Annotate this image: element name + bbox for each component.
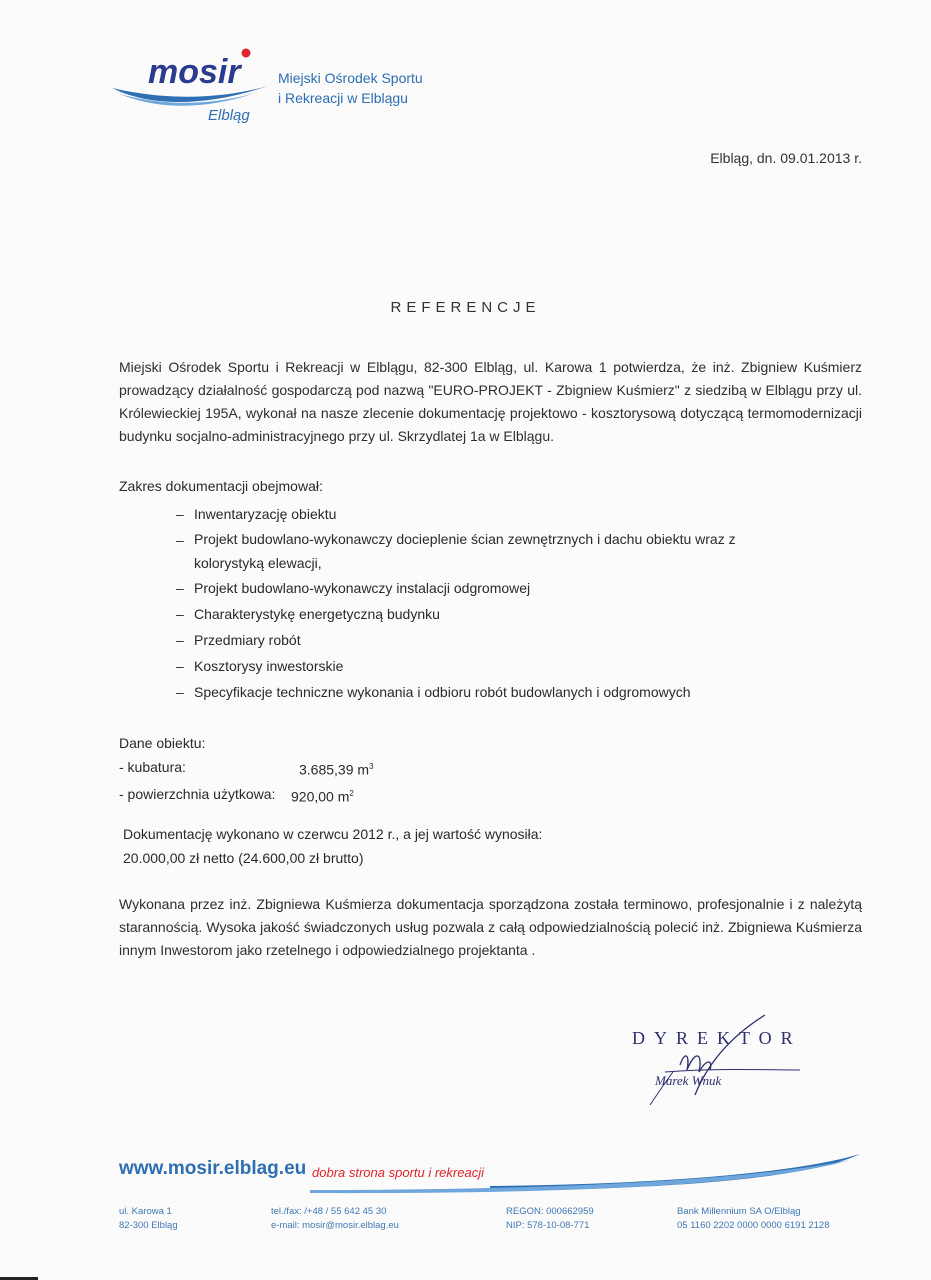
- scope-item: – Przedmiary robót: [176, 627, 796, 653]
- org-name-line1: Miejski Ośrodek Sportu: [278, 70, 423, 86]
- svg-text:mosir: mosir: [148, 53, 241, 91]
- scope-list: [176, 501, 796, 705]
- footer-company-ids: REGON: 000662959 NIP: 578-10-08-771: [506, 1206, 594, 1231]
- dash-glyph: –: [176, 532, 184, 548]
- completion-value: 20.000,00 zł netto (24.600,00 zł brutto): [123, 850, 364, 866]
- scope-heading: Zakres dokumentacji obejmował:: [119, 478, 323, 494]
- object-data: [119, 731, 374, 808]
- org-name-line2: i Rekreacji w Elblągu: [278, 90, 408, 106]
- volume-row: [119, 755, 374, 782]
- scope-item: – Kosztorysy inwestorskie: [176, 653, 796, 679]
- scope-item: – Specyfikacje techniczne wykonania i odbioru robót budowlanych i odgromowych: [176, 679, 796, 705]
- slogan: dobra strona sportu i rekreacji: [312, 1165, 484, 1180]
- organization-name: [278, 68, 423, 108]
- dash-glyph: –: [176, 606, 184, 622]
- area-row: [119, 782, 374, 809]
- paragraph-confirmation: Miejski Ośrodek Sportu i Rekreacji w Elblągu, 82-300 Elbląg, ul. Karowa 1 potwierdza, że inż. Zbigniew Kuśmierz prowadzący działalność gospodarczą pod nazwą "EURO-PROJEKT - Zbigniew Kuśmierz" z siedzibą w Elblągu przy ul. Królewieckiej 195A, wykonał na nasze zlecenie dokumentację projektowo - kosztorysową dotyczącą termomodernizacji budynku socjalno-administracyjnego przy ul. Skrzydlatej 1a w Elblągu.: [119, 359, 862, 444]
- dash-glyph: –: [176, 506, 184, 522]
- signature-title: DYREKTOR: [632, 1028, 802, 1048]
- completion-info: [123, 822, 542, 870]
- area-value: 920,00 $m^2$: [291, 788, 354, 805]
- dash-glyph: –: [176, 684, 184, 700]
- letter-date: Elbląg, dn. 09.01.2013 r.: [710, 150, 862, 166]
- scope-item: – Projekt budowlano-wykonawczy docieplenie ścian zewnętrznych i dachu obiektu wraz z kolorystyką elewacji,: [176, 527, 796, 575]
- document-title: REFERENCJE: [390, 299, 541, 316]
- scope-item: – Charakterystykę energetyczną budynku: [176, 601, 796, 627]
- scope-item: – Projekt budowlano-wykonawczy instalacji odgromowej: [176, 575, 796, 601]
- website-url: www.mosir.elblag.eu: [119, 1158, 307, 1179]
- handwritten-signature: [625, 1010, 805, 1105]
- object-data-heading: Dane obiektu:: [119, 735, 206, 751]
- dash-glyph: –: [176, 632, 184, 648]
- mosir-logo: [108, 48, 278, 128]
- signatory-name: Marek Wnuk: [655, 1073, 722, 1088]
- completion-line1: Dokumentację wykonano w czerwcu 2012 r., a jej wartość wynosiła:: [123, 826, 543, 842]
- dash-glyph: –: [176, 658, 184, 674]
- scope-item: – Inwentaryzację obiektu: [176, 501, 796, 527]
- paragraph-recommendation: Wykonana przez inż. Zbigniewa Kuśmierza dokumentacja sporządzona została terminowo, profesjonalnie i z należytą starannością. Wysoka jakość świadczonych usług pozwala z całą odpowiedzialnością polecić inż. Zbigniewa Kuśmierza innym Inwestorom jako rzetelnego i odpowiedzialnego projektanta .: [119, 896, 862, 958]
- volume-value: 3.685,39 $m^3$: [299, 761, 374, 778]
- footer-bank: Bank Millennium SA O/Elbląg 05 1160 2202 0000 0000 6191 2128: [677, 1206, 830, 1231]
- volume-label: - kubatura:: [119, 759, 186, 775]
- svg-text:Elbląg: Elbląg: [208, 107, 250, 124]
- dash-glyph: –: [176, 580, 184, 596]
- footer-address: ul. Karowa 1 82-300 Elbląg: [119, 1206, 178, 1231]
- footer-contact: tel./fax: /+48 / 55 642 45 30 e-mail: mosir@mosir.elblag.eu: [271, 1206, 399, 1231]
- area-label: - powierzchnia użytkowa:: [119, 785, 276, 802]
